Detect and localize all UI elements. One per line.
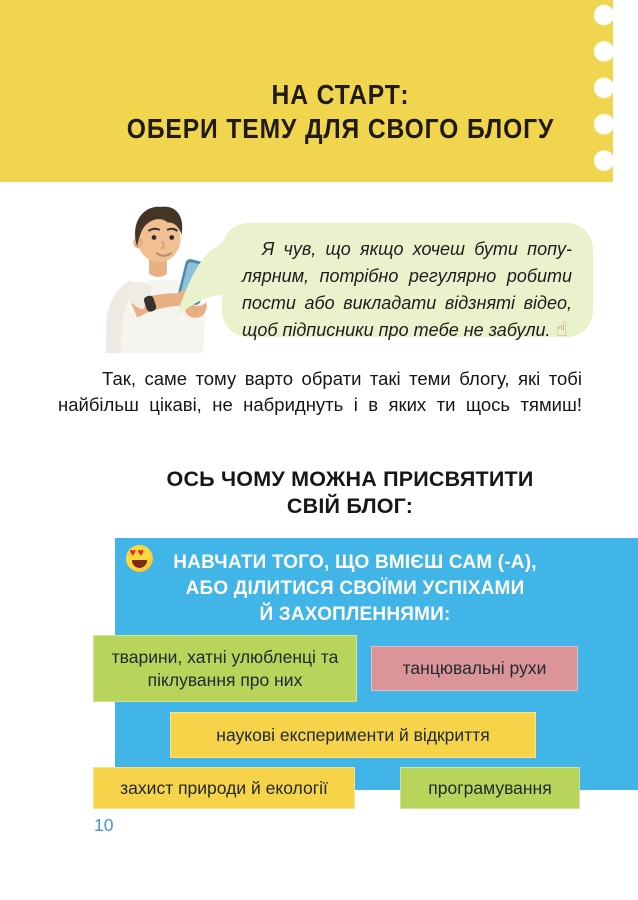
topics-panel (111, 538, 638, 798)
bubble-line (242, 317, 572, 344)
bubble-line: Я чув, що якщо хочеш бути попу- (262, 239, 572, 259)
intro-line: найбільш цікаві, не набриднуть і в яких ти щось тямиш! (58, 394, 582, 415)
topic-chip-label: захист природи й екології (120, 777, 328, 798)
topic-chip-label: тварини, хатні улюбленці та піклування про них (111, 646, 339, 690)
pointing-hand-emoji: ☝ (555, 319, 568, 341)
intro-paragraph (58, 366, 582, 418)
bubble-line: лярним, потрібно регулярно робити (242, 266, 572, 286)
header-banner (0, 0, 613, 182)
section-heading-line-1: ОСЬ ЧОМУ МОЖНА ПРИСВЯТИТИ (166, 467, 534, 491)
panel-heading-line-2: АБО ДІЛИТИСЯ СВОЇМИ УСПІХАМИ (185, 578, 525, 599)
topic-chip-animals (93, 635, 357, 702)
topics-panel-heading (153, 550, 557, 628)
heart-eyes-emoji (126, 545, 153, 572)
bubble-line-text: щоб підписники про тебе не забули. (242, 320, 551, 340)
speech-bubble-text (242, 236, 572, 344)
section-heading (80, 466, 620, 520)
topic-chip-dance (371, 646, 578, 691)
page-number: 10 (94, 815, 114, 835)
topic-chip-label: програмування (428, 777, 552, 798)
page-title (101, 78, 581, 146)
perforated-edge (594, 0, 616, 182)
topic-chip-label: танцювальні рухи (402, 658, 547, 678)
topic-chip-programming (400, 767, 580, 809)
topic-chip-science (170, 712, 536, 758)
intro-line: Так, саме тому варто обрати такі теми блогу, які тобі (102, 368, 582, 389)
topic-chip-label: наукові експерименти й відкриття (216, 724, 490, 745)
speech-bubble (222, 223, 593, 341)
speech-bubble-tail (176, 235, 236, 327)
page-title-line-1: НА СТАРТ: (271, 79, 410, 110)
bubble-line: пости або викладати відзняті відео, (242, 293, 572, 313)
panel-heading-line-1: НАВЧАТИ ТОГО, ЩО ВМІЄШ САМ (-А), (173, 552, 537, 573)
panel-heading-line-3: Й ЗАХОПЛЕННЯМИ: (259, 604, 451, 625)
page-title-line-2: ОБЕРИ ТЕМУ ДЛЯ СВОГО БЛОГУ (126, 113, 555, 144)
section-heading-line-2: СВІЙ БЛОГ: (286, 494, 414, 518)
topic-chip-ecology (93, 767, 355, 809)
